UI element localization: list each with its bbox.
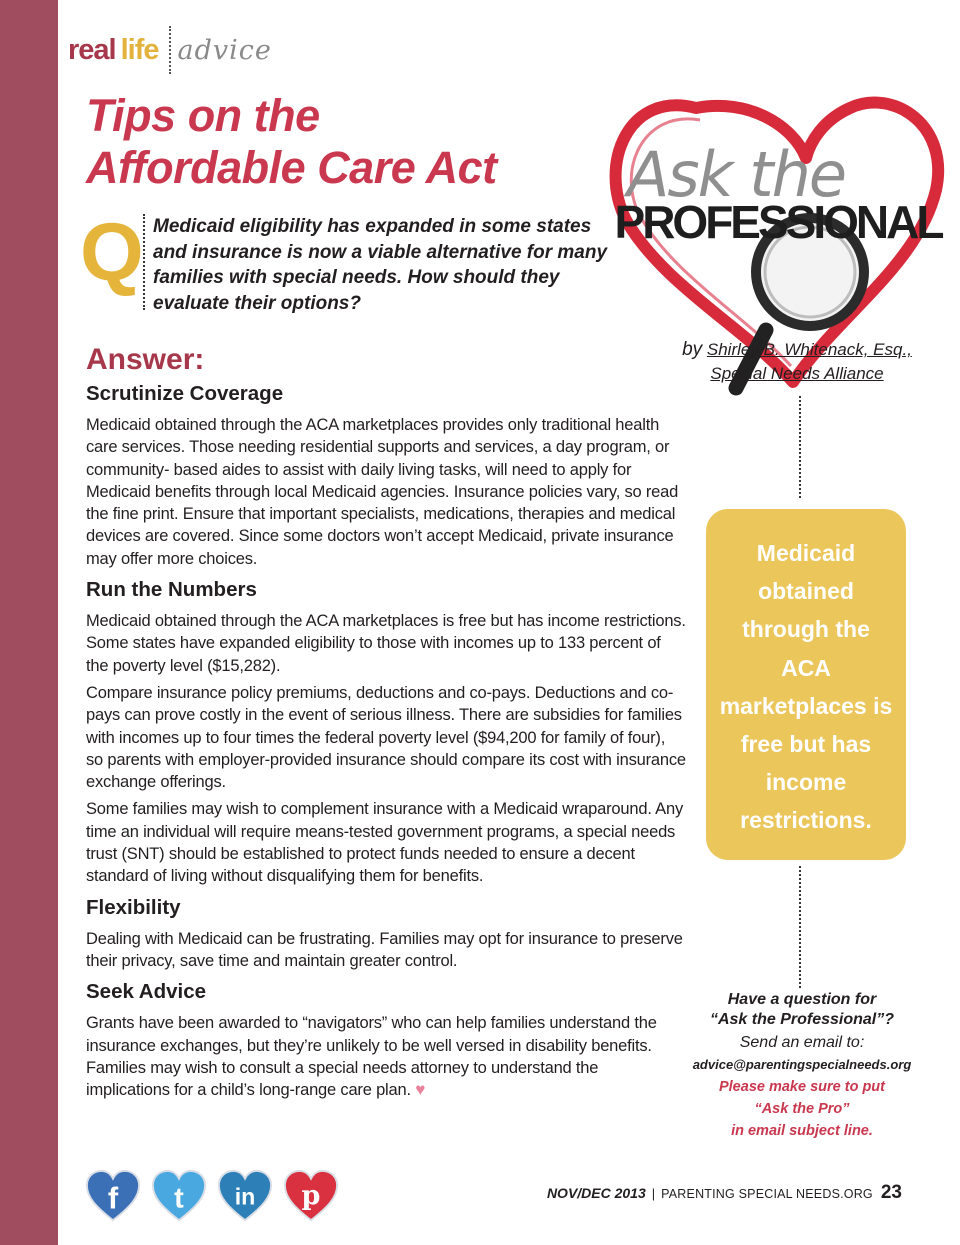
section-tag [68,28,272,72]
section-heading-flexibility: Flexibility [86,895,181,919]
tag-advice: advice [177,34,272,66]
tag-life: life [120,33,159,66]
paragraph-advice-text: Grants have been awarded to “navigators” who can help families understand the insurance exchanges, but they’re unlikely to be well versed in disability benefits. Families may wish to consult a special needs attorney to understand the implications for a child’s long-range care plan. [86,1014,657,1100]
pull-quote: Medicaid obtained through the ACA marketplaces is free but has income restrictions. [706,509,906,860]
subject-note-3: in email subject line. [731,1123,873,1139]
tag-divider [169,26,171,74]
contact-email-link[interactable]: advice@parentingspecialneeds.org [692,1057,912,1072]
question-text: Medicaid eligibility has expanded in some states and insurance is now a viable alternative for many families with special needs. How should they evaluate their options? [153,216,608,314]
twitter-icon[interactable] [150,1168,208,1226]
logo-professional: PROFESSIONAL [614,196,942,248]
magazine-name: PARENTING SPECIAL NEEDS.ORG [661,1187,873,1201]
paragraph-flexibility: Dealing with Medicaid can be frustrating. Families may opt for insurance to preserve their privacy, save time and maintain greater control. [86,929,683,970]
left-color-bar [0,0,58,1245]
dotted-rule-bottom [799,866,801,988]
subject-note-2: “Ask the Pro” [754,1101,850,1117]
ask-question-line-2: “Ask the Professional”? [709,1011,895,1028]
article-body [86,380,686,1101]
issue-date: NOV/DEC 2013 [546,1185,646,1201]
question-letter: Q [80,207,144,298]
ask-sidebar [682,990,922,1142]
paragraph-numbers-1: Medicaid obtained through the ACA marketplaces is free but has income restrictions. Some states have expanded eligibility to those with incomes up to 133 percent of the poverty level ($15,282). [86,612,686,675]
page-footer [420,1180,902,1207]
footer-separator: | [651,1186,656,1201]
paragraph-coverage: Medicaid obtained through the ACA marketplaces provides only traditional health care services. Those needing residential supports and services, a day program, or community- based aides to assist with daily living tasks, will need to apply for Medicaid benefits through local Medicaid agencies. Insurance policies vary, so read the fine print. Ensure that important specialists, medications, therapies and medical devices are covered. Since some doctors won’t accept Medicaid, private insurance may offer more choices. [86,416,679,568]
pinterest-icon[interactable] [282,1168,340,1226]
section-heading-coverage: Scrutinize Coverage [86,382,284,405]
question-divider [143,214,145,310]
ask-question-line-1: Have a question for [727,991,877,1008]
author-org: Special Needs Alliance [710,364,884,383]
end-heart-icon: ♥ [415,1080,426,1100]
social-icons [84,1168,340,1226]
author-name: Shirley B. Whitenack, Esq., [706,340,912,359]
svg-text:t: t [174,1182,184,1215]
send-email-label: Send an email to: [739,1034,865,1051]
paragraph-advice [86,1012,686,1101]
title-line-1: Tips on the [86,90,320,141]
tag-real: real [68,33,116,66]
facebook-icon[interactable] [84,1168,142,1226]
svg-text:f: f [107,1180,119,1216]
logo-ask-the: Ask the [626,138,846,211]
linkedin-icon[interactable] [216,1168,274,1226]
section-heading-advice: Seek Advice [86,980,207,1004]
section-heading-numbers: Run the Numbers [86,578,257,602]
paragraph-numbers-2: Compare insurance policy premiums, deductions and co-pays. Deductions and co-pays can prove costly in the event of serious illness. There are subsidies for families with incomes up to four times the federal poverty level ($94,200 for family of four), so parents with employer-provided insurance should compare its cost with insurance exchange offerings. [86,683,686,792]
author-byline [672,338,922,386]
svg-text:p: p [301,1180,321,1212]
title-line-2: Affordable Care Act [86,142,497,193]
paragraph-numbers-3: Some families may wish to complement insurance with a Medicaid wraparound. Any time an individual will require means-tested government programs, a special needs trust (SNT) should be established to protect funds needed to ensure a decent standard of living without disqualifying them for benefits. [86,800,684,886]
page-number: 23 [880,1182,902,1203]
svg-text:in: in [234,1183,256,1210]
byline-by: by [682,339,703,360]
dotted-rule-top [799,396,801,498]
article-title [86,90,606,194]
subject-note-1: Please make sure to put [718,1079,885,1095]
answer-heading: Answer: [86,343,205,376]
